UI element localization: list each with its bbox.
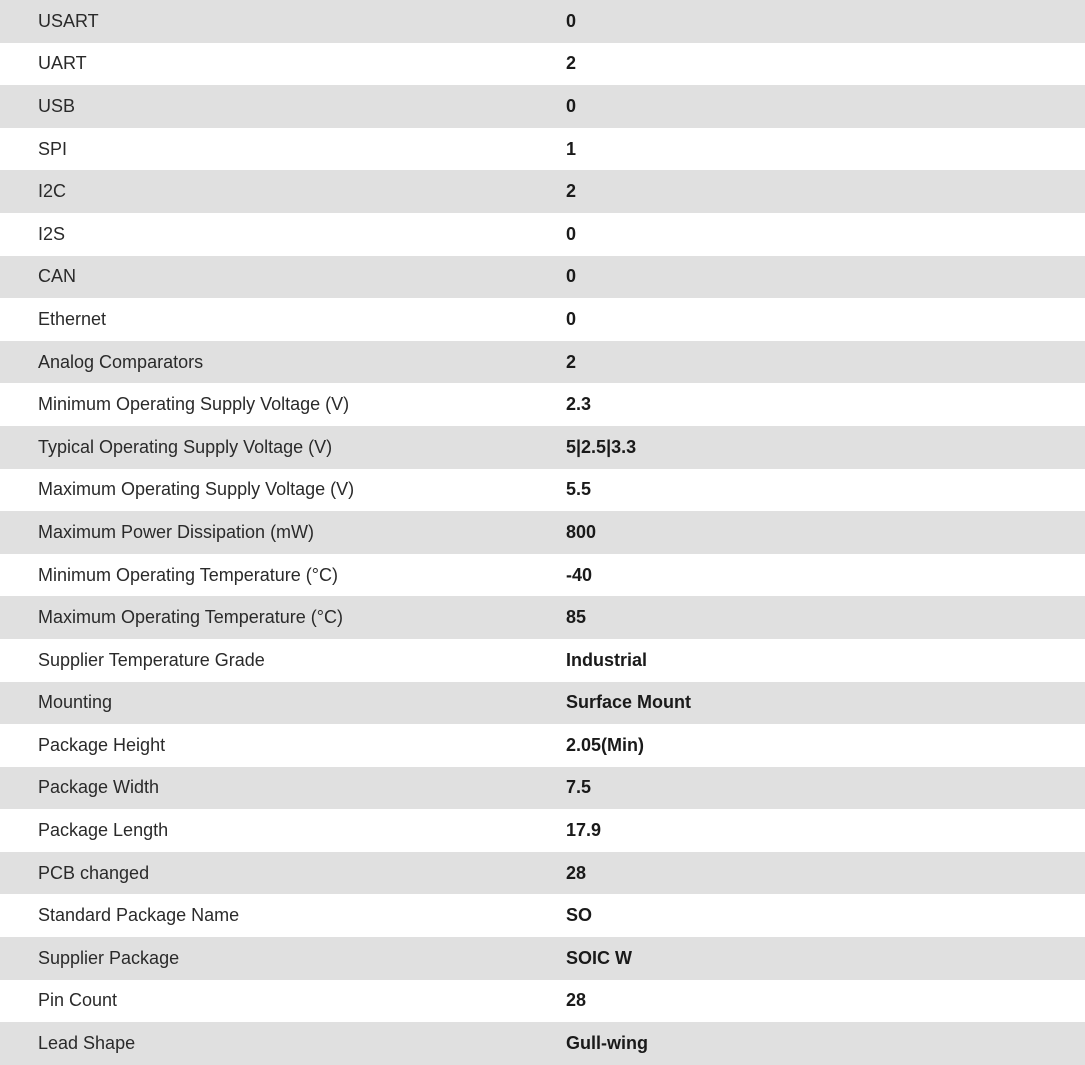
- spec-value: 2: [566, 181, 577, 202]
- spec-label: Package Height: [38, 734, 166, 755]
- spec-value: 800: [566, 521, 597, 542]
- spec-value: 2.3: [566, 394, 592, 415]
- spec-label: I2S: [38, 223, 66, 244]
- spec-value: 17.9: [566, 820, 602, 841]
- spec-row: [0, 426, 1085, 469]
- spec-row: [0, 128, 1085, 171]
- spec-value: 0: [566, 223, 577, 244]
- spec-row: [0, 724, 1085, 767]
- spec-value: 2: [566, 53, 577, 74]
- spec-value: 7.5: [566, 777, 592, 798]
- spec-label: Lead Shape: [38, 1033, 136, 1054]
- spec-row: [0, 596, 1085, 639]
- spec-label: Maximum Operating Supply Voltage (V): [38, 479, 355, 500]
- spec-value: 5.5: [566, 479, 592, 500]
- spec-value: 0: [566, 10, 577, 31]
- spec-row: [0, 383, 1085, 426]
- spec-value: 0: [566, 266, 577, 287]
- spec-row: [0, 980, 1085, 1023]
- spec-row: [0, 511, 1085, 554]
- spec-label: USB: [38, 95, 76, 116]
- spec-row: [0, 213, 1085, 256]
- spec-label: PCB changed: [38, 862, 150, 883]
- spec-label: Package Length: [38, 820, 169, 841]
- spec-row: [0, 554, 1085, 597]
- spec-value: Gull-wing: [566, 1033, 648, 1054]
- spec-row: [0, 767, 1085, 810]
- spec-label: SPI: [38, 138, 68, 159]
- spec-row: [0, 852, 1085, 895]
- spec-row: [0, 809, 1085, 852]
- spec-row: [0, 894, 1085, 937]
- spec-label: Pin Count: [38, 990, 118, 1011]
- spec-row: [0, 43, 1085, 86]
- spec-row: [0, 256, 1085, 299]
- spec-value: 0: [566, 95, 577, 116]
- spec-value: SO: [566, 905, 593, 926]
- spec-row: [0, 341, 1085, 384]
- spec-label: Analog Comparators: [38, 351, 204, 372]
- spec-label: Supplier Package: [38, 947, 180, 968]
- spec-label: Mounting: [38, 692, 113, 713]
- spec-value: Surface Mount: [566, 692, 692, 713]
- spec-value: 28: [566, 990, 587, 1011]
- spec-row: [0, 298, 1085, 341]
- spec-row: [0, 170, 1085, 213]
- spec-value: 1: [566, 138, 577, 159]
- spec-label: Minimum Operating Supply Voltage (V): [38, 394, 350, 415]
- spec-label: Maximum Power Dissipation (mW): [38, 521, 315, 542]
- spec-label: Maximum Operating Temperature (°C): [38, 607, 343, 628]
- spec-value: 2.05(Min): [566, 734, 645, 755]
- spec-label: I2C: [38, 181, 67, 202]
- spec-value: SOIC W: [566, 947, 632, 968]
- spec-value: 2: [566, 351, 577, 372]
- spec-label: CAN: [38, 266, 77, 287]
- spec-row: [0, 937, 1085, 980]
- spec-row: [0, 0, 1085, 43]
- spec-label: Minimum Operating Temperature (°C): [38, 564, 338, 585]
- spec-label: UART: [38, 53, 87, 74]
- spec-row: [0, 1022, 1085, 1065]
- spec-value: 85: [566, 607, 587, 628]
- spec-row: [0, 639, 1085, 682]
- spec-value: Industrial: [566, 649, 648, 670]
- spec-label: Ethernet: [38, 308, 107, 329]
- spec-label: Package Width: [38, 777, 160, 798]
- spec-label: USART: [38, 10, 99, 31]
- spec-label: Supplier Temperature Grade: [38, 649, 265, 670]
- spec-label: Typical Operating Supply Voltage (V): [38, 436, 333, 457]
- spec-label: Standard Package Name: [38, 905, 240, 926]
- spec-row: [0, 85, 1085, 128]
- spec-value: 5|2.5|3.3: [566, 436, 637, 457]
- spec-row: [0, 469, 1085, 512]
- spec-value: 0: [566, 308, 577, 329]
- spec-value: -40: [566, 564, 593, 585]
- spec-row: [0, 682, 1085, 725]
- spec-value: 28: [566, 862, 587, 883]
